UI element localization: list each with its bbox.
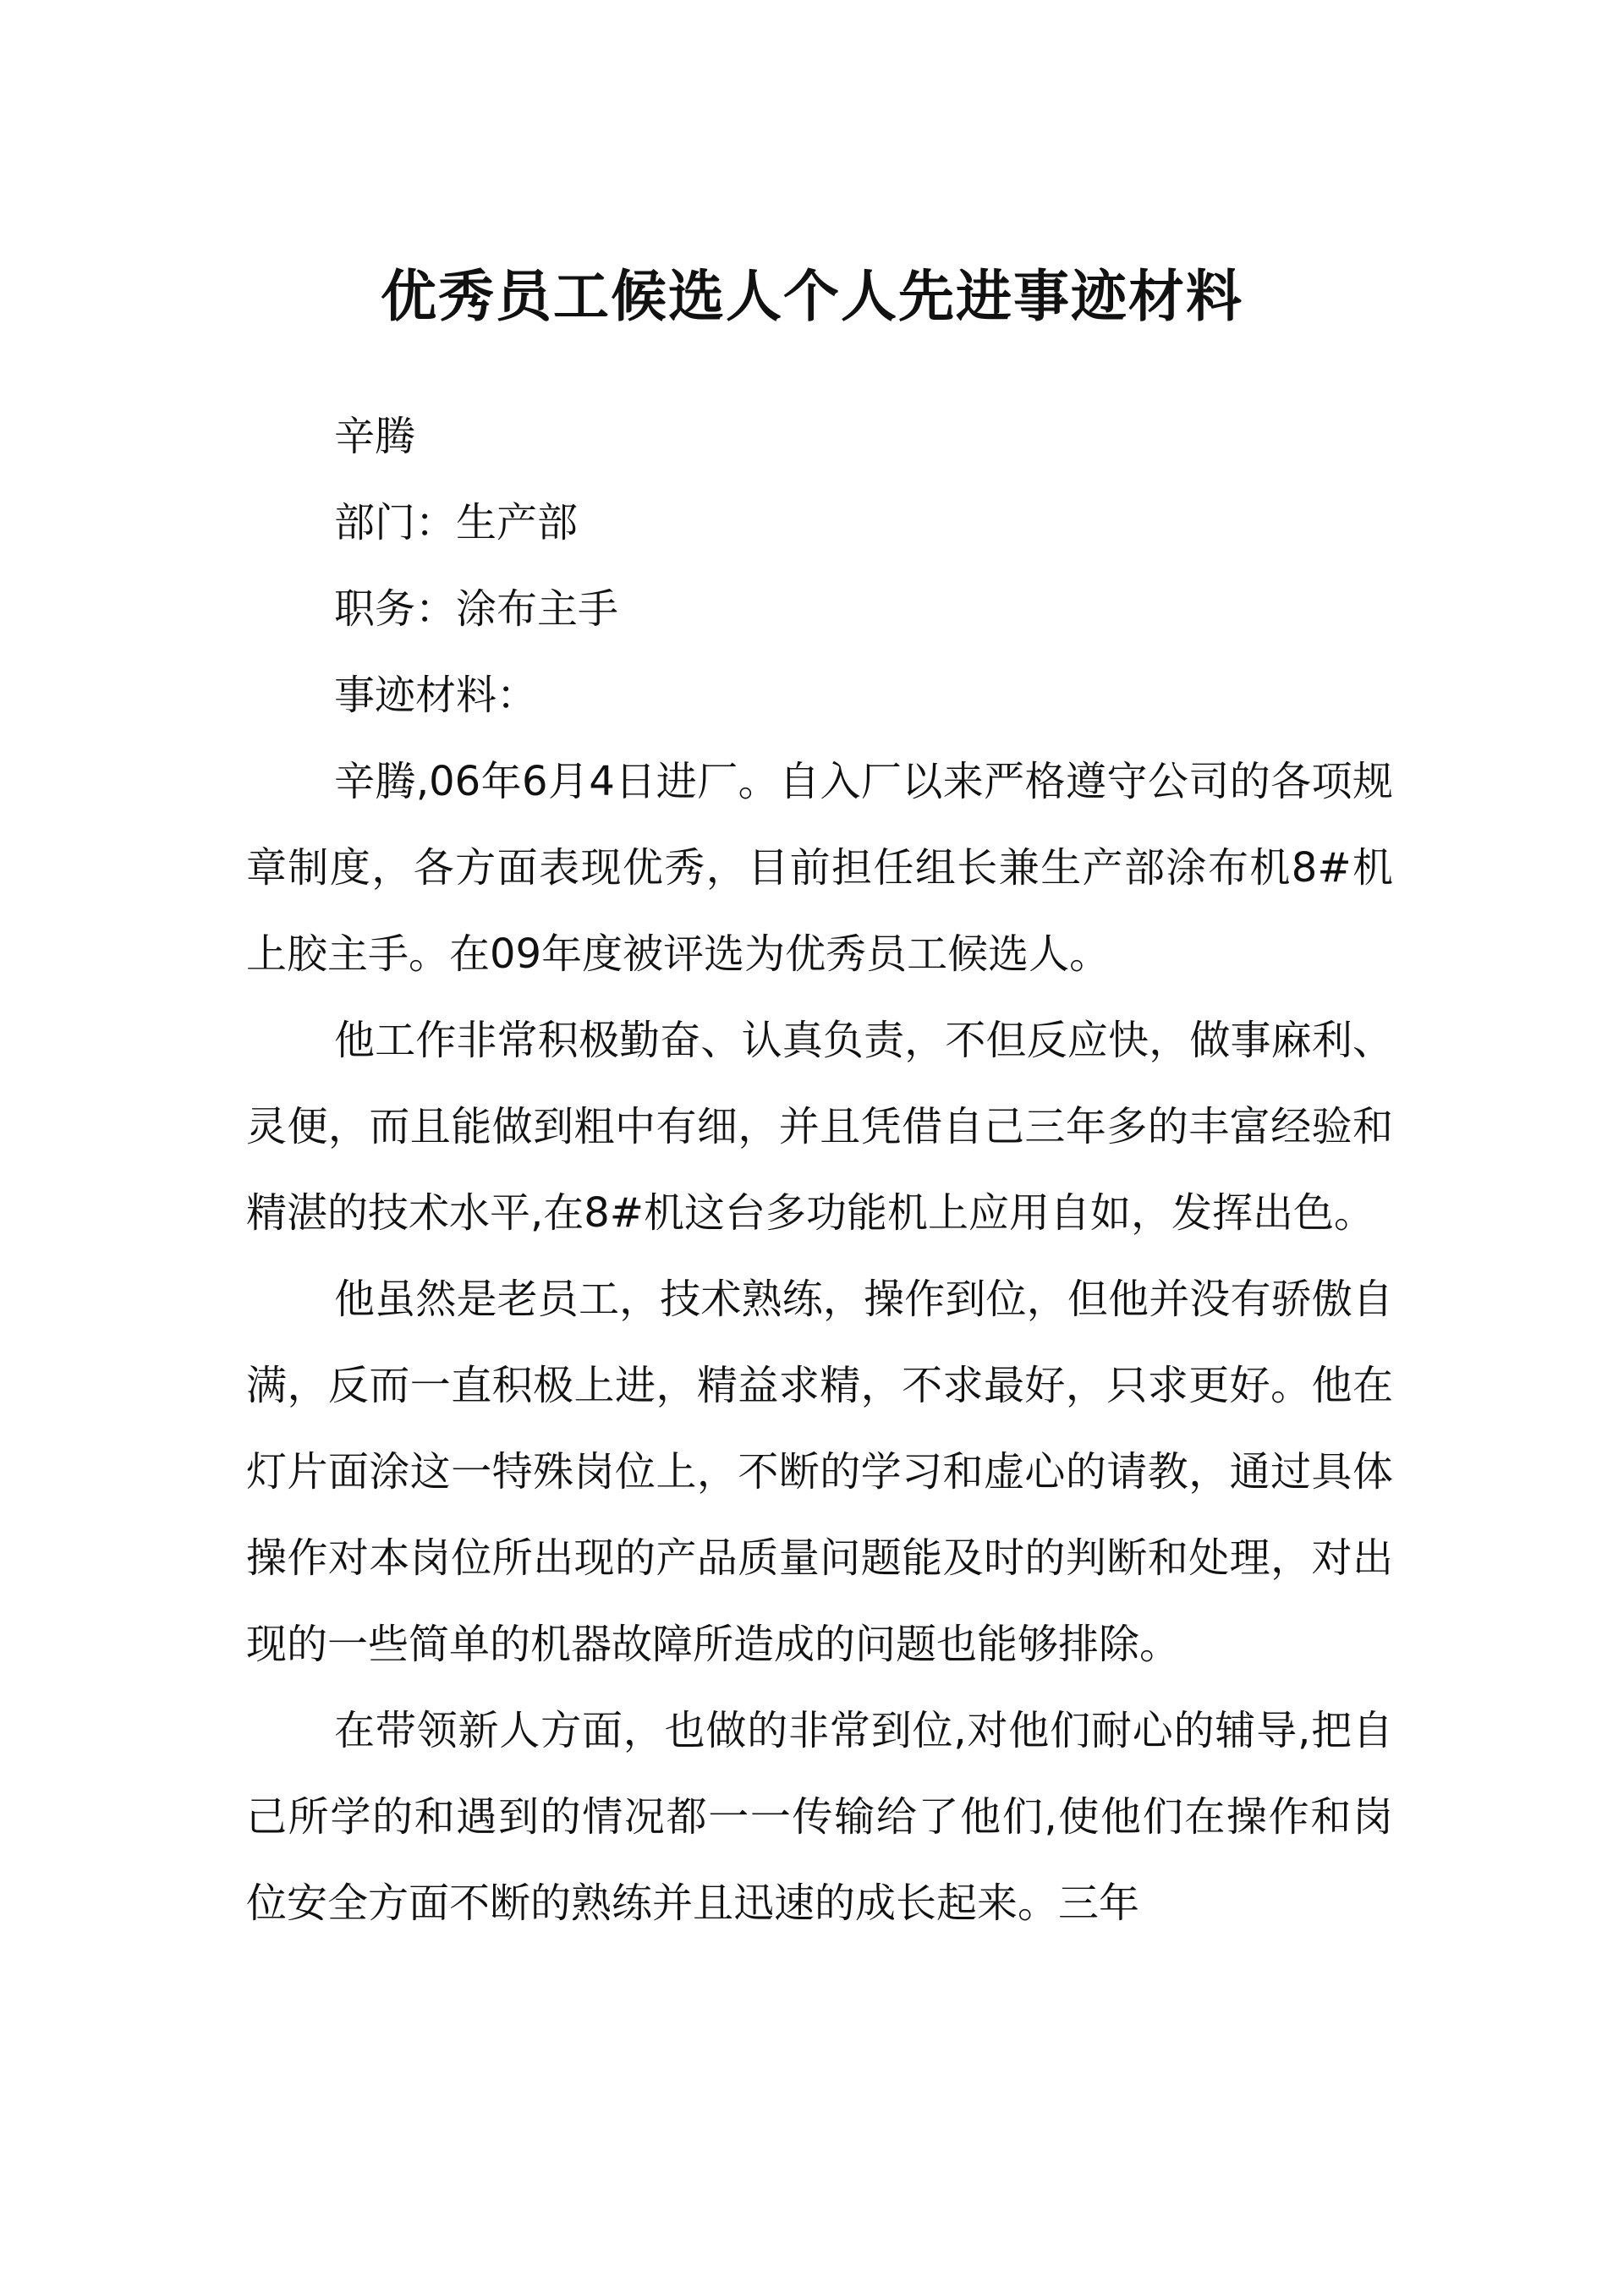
section-heading: 事迹材料： [334,672,538,719]
paragraph: 他工作非常积极勤奋、认真负责，不但反应快，做事麻利、灵便，而且能做到粗中有细，并且凭借自己三年多的丰富经验和精湛的技术水平,在8#机这台多功能机上应用自如，发挥出色。 [246,1017,1393,1237]
paragraph: 在带领新人方面，也做的非常到位,对他们耐心的辅导,把自己所学的和遇到的情况都一一传输给了他们,使他们在操作和岗位安全方面不断的熟练并且迅速的成长起来。三年 [246,1707,1393,1927]
department-line: 部门：生产部 [334,499,579,546]
paragraph: 辛腾,06年6月4日进厂。自入厂以来严格遵守公司的各项规章制度，各方面表现优秀，目前担任组长兼生产部涂布机8#机上胶主手。在09年度被评选为优秀员工候选人。 [246,758,1393,978]
document-body [246,393,1393,1946]
candidate-name: 辛腾 [334,413,416,460]
paragraph: 他虽然是老员工，技术熟练，操作到位，但他并没有骄傲自满，反而一直积极上进，精益求精，不求最好，只求更好。他在灯片面涂这一特殊岗位上，不断的学习和虚心的请教，通过具体操作对本岗位所出现的产品质量问题能及时的判断和处理，对出现的一些简单的机器故障所造成的问题也能够排除。 [246,1276,1393,1668]
position-line: 职务：涂布主手 [334,585,619,633]
document-title: 优秀员工候选人个人先进事迹材料 [381,263,1243,329]
